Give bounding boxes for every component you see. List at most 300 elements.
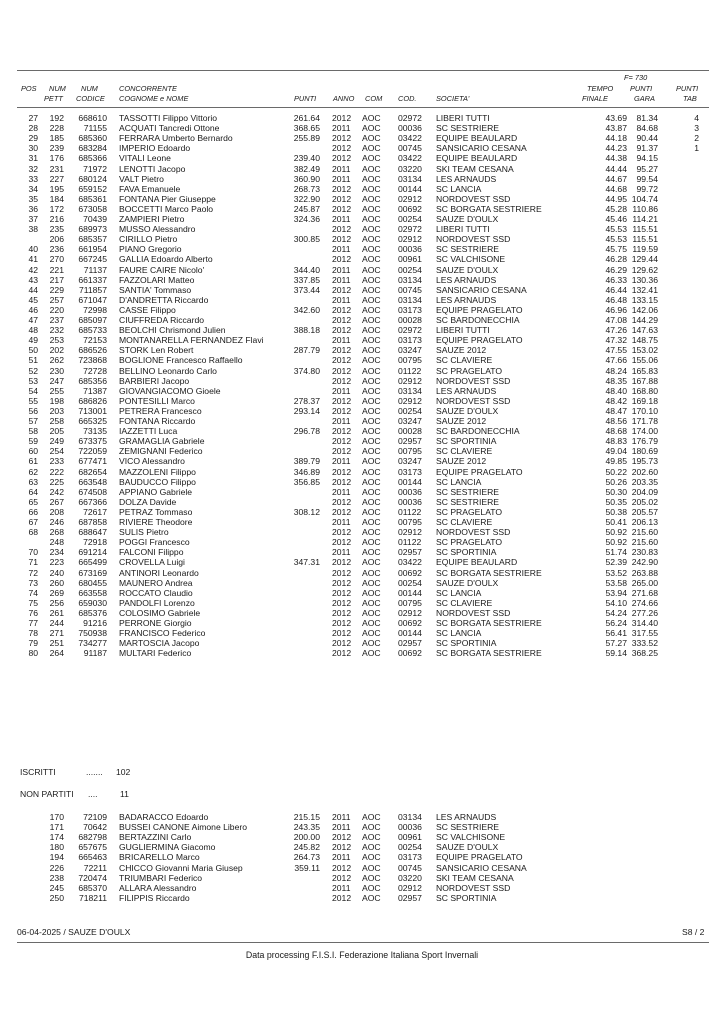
cell-codice: 734277	[78, 638, 107, 649]
cell-name: BOGLIONE Francesco Raffaello	[119, 355, 243, 366]
cell-anno: 2011	[332, 882, 351, 893]
cell-anno: 2012	[332, 153, 352, 164]
cell-codice: 71155	[83, 123, 107, 134]
cell-name: GALLIA Edoardo Alberto	[119, 254, 213, 265]
cell-codice: 685097	[78, 315, 107, 325]
cell-cod: 03134	[398, 385, 422, 396]
cell-name: IMPERIO Edoardo	[119, 143, 191, 154]
cell-com: AOC	[362, 375, 381, 386]
cell-pos: 71	[28, 557, 38, 568]
cell-cod: 03247	[398, 456, 422, 467]
cell-name: FRANCISCO Federico	[119, 628, 206, 639]
cell-name: APPIANO Gabriele	[119, 486, 193, 497]
cell-tempo: 48.47	[605, 405, 627, 416]
cell-pett: 216	[49, 214, 64, 224]
cell-punti-gara: 271.68	[631, 587, 658, 598]
cell-punti-tab: 1	[694, 143, 699, 154]
cell-pett: 205	[49, 426, 64, 437]
cell-pos: 50	[28, 345, 38, 356]
cell-cod: 00961	[398, 254, 422, 265]
cell-tempo: 50.38	[605, 506, 627, 517]
cell-anno: 2012	[332, 628, 352, 639]
cell-name: POGGI Francesco	[119, 537, 190, 548]
cell-punti: 368.65	[293, 123, 320, 134]
cell-name: MAUNERO Andrea	[119, 577, 193, 588]
cell-cod: 03220	[398, 872, 422, 883]
cell-pett: 202	[49, 345, 64, 356]
cell-punti-tab: 2	[694, 133, 699, 144]
cell-cod: 02957	[398, 547, 422, 558]
cell-anno: 2012	[332, 234, 352, 245]
cell-punti: 356.85	[293, 476, 320, 487]
cell-com: AOC	[362, 294, 381, 305]
cell-cod: 00028	[398, 426, 422, 437]
cell-societa: EQUIPE PRAGELATO	[436, 852, 523, 863]
cell-punti-gara: 130.36	[631, 274, 658, 285]
cell-com: AOC	[362, 537, 381, 548]
cell-codice: 668610	[78, 113, 107, 123]
cell-codice: 72153	[83, 335, 107, 346]
cell-punti-gara: 115.51	[632, 224, 658, 235]
cell-punti: 360.90	[293, 173, 320, 184]
header-pos: POS	[21, 84, 37, 93]
cell-tempo: 47.32	[605, 335, 627, 346]
cell-codice: 691214	[78, 547, 107, 558]
cell-anno: 2011	[332, 214, 351, 224]
cell-cod: 00036	[398, 244, 422, 255]
cell-punti-gara: 167.88	[631, 375, 658, 386]
cell-tempo: 50.92	[605, 537, 627, 548]
cell-name: PANDOLFI Lorenzo	[119, 597, 195, 608]
cell-cod: 02957	[398, 638, 422, 649]
cell-tempo: 50.22	[605, 466, 627, 477]
cell-anno: 2011	[332, 822, 351, 833]
footer-rule	[17, 942, 709, 943]
cell-anno: 2012	[332, 842, 352, 853]
cell-societa: SC SPORTINIA	[436, 547, 497, 558]
cell-punti-gara: 203.35	[631, 476, 658, 487]
cell-name: STORK Len Robert	[119, 345, 194, 356]
cell-pos: 32	[28, 163, 38, 174]
cell-codice: 688647	[78, 527, 107, 538]
cell-tempo: 50.92	[605, 527, 627, 538]
cell-societa: SAUZE D'OULX	[436, 405, 499, 416]
cell-anno: 2012	[332, 436, 352, 447]
cell-societa: EQUIPE PRAGELATO	[436, 304, 523, 315]
cell-societa: SC CLAVIERE	[436, 446, 493, 457]
cell-pos: 72	[28, 567, 38, 578]
cell-cod: 00254	[398, 405, 422, 416]
cell-anno: 2011	[332, 416, 351, 426]
cell-com: AOC	[362, 264, 381, 275]
cell-societa: SC SPORTINIA	[436, 638, 497, 649]
cell-pos: 44	[28, 284, 38, 295]
cell-punti-gara: 204.09	[631, 486, 658, 497]
cell-punti-gara: 314.40	[631, 618, 658, 628]
cell-cod: 02972	[398, 113, 422, 123]
cell-punti-gara: 115.51	[632, 234, 658, 245]
cell-punti-gara: 153.02	[631, 345, 658, 356]
cell-punti: 342.60	[293, 304, 320, 315]
cell-codice: 663548	[78, 476, 107, 487]
cell-com: AOC	[362, 325, 381, 336]
cell-pett: 246	[49, 517, 64, 527]
cell-tempo: 46.96	[605, 304, 627, 315]
cell-codice: 680124	[78, 173, 107, 184]
cell-punti: 255.89	[293, 133, 320, 144]
cell-punti-gara: 333.52	[631, 638, 658, 649]
cell-cod: 00795	[398, 355, 422, 366]
cell-pett: 261	[49, 607, 64, 618]
cell-punti-gara: 110.86	[632, 203, 658, 214]
cell-pett: 239	[49, 143, 64, 154]
cell-punti: 296.78	[293, 426, 320, 437]
cell-name: GIOVANGIACOMO Gioele	[119, 385, 221, 396]
cell-punti-gara: 165.83	[631, 365, 658, 376]
cell-cod: 03134	[398, 173, 422, 184]
cell-punti: 245.82	[293, 842, 320, 853]
cell-punti-gara: 195.73	[631, 456, 658, 467]
cell-pos: 79	[28, 638, 38, 649]
cell-cod: 00144	[398, 476, 422, 487]
cell-name: MONTANARELLA FERNANDEZ Flavi	[119, 335, 264, 346]
cell-punti: 374.80	[293, 365, 320, 376]
cell-cod: 03173	[398, 466, 422, 477]
cell-punti-gara: 171.78	[631, 416, 658, 426]
cell-tempo: 47.66	[605, 355, 627, 366]
cell-punti-gara: 368.25	[631, 648, 658, 659]
cell-pett: 237	[49, 315, 64, 325]
cell-societa: LIBERI TUTTI	[436, 325, 490, 336]
cell-punti-gara: 169.18	[631, 395, 658, 406]
cell-societa: SC SPORTINIA	[436, 892, 497, 903]
cell-anno: 2011	[332, 163, 351, 174]
cell-pos: 56	[28, 405, 38, 416]
cell-punti-gara: 94.15	[636, 153, 658, 164]
cell-name: D'ANDRETTA Riccardo	[119, 294, 209, 305]
cell-pos: 27	[28, 113, 38, 123]
cell-com: AOC	[362, 405, 381, 416]
cell-societa: SAUZE D'OULX	[436, 264, 499, 275]
cell-punti: 346.89	[293, 466, 320, 477]
cell-com: AOC	[362, 466, 381, 477]
cell-anno: 2012	[332, 405, 352, 416]
cell-punti-gara: 144.29	[631, 315, 658, 325]
cell-pett: 256	[49, 597, 64, 608]
cell-name: BAUDUCCO Filippo	[119, 476, 196, 487]
cell-tempo: 53.94	[605, 587, 627, 598]
cell-tempo: 45.46	[605, 214, 627, 224]
cell-societa: SANSICARIO CESANA	[436, 862, 527, 873]
cell-pett: 226	[49, 862, 64, 873]
cell-cod: 00795	[398, 446, 422, 457]
cell-pos: 70	[28, 547, 38, 558]
cell-pos: 35	[28, 193, 38, 204]
cell-pos: 31	[28, 153, 38, 164]
cell-com: AOC	[362, 587, 381, 598]
cell-punti-gara: 215.60	[631, 537, 658, 548]
cell-codice: 667245	[78, 254, 107, 265]
cell-name: ZAMPIERI Pietro	[119, 214, 185, 224]
cell-cod: 03173	[398, 852, 422, 863]
cell-punti-gara: 202.60	[631, 466, 658, 477]
cell-pett: 176	[49, 153, 64, 164]
cell-punti: 347.31	[293, 557, 320, 568]
cell-com: AOC	[362, 882, 381, 893]
cell-anno: 2012	[332, 527, 352, 538]
cell-com: AOC	[362, 547, 381, 558]
cell-tempo: 56.24	[605, 618, 627, 628]
cell-com: AOC	[362, 365, 381, 376]
cell-com: AOC	[362, 618, 381, 628]
cell-tempo: 47.55	[605, 345, 627, 356]
cell-punti-gara: 170.10	[631, 405, 658, 416]
cell-com: AOC	[362, 456, 381, 467]
cell-cod: 03173	[398, 304, 422, 315]
cell-name: VICO Alessandro	[119, 456, 185, 467]
cell-punti: 344.40	[293, 264, 320, 275]
cell-anno: 2011	[332, 173, 351, 184]
cell-cod: 00795	[398, 597, 422, 608]
cell-societa: SAUZE D'OULX	[436, 577, 499, 588]
cell-pos: 66	[28, 506, 38, 517]
cell-codice: 659030	[78, 597, 107, 608]
cell-cod: 02912	[398, 193, 422, 204]
cell-pos: 51	[28, 355, 38, 366]
cell-cod: 03134	[398, 812, 422, 822]
cell-societa: SC PRAGELATO	[436, 537, 503, 548]
cell-anno: 2012	[332, 648, 352, 659]
cell-punti-gara: 95.27	[636, 163, 658, 174]
cell-name: ANTINORI Leonardo	[119, 567, 199, 578]
cell-societa: SC SESTRIERE	[436, 244, 500, 255]
cell-punti-gara: 132.41	[631, 284, 658, 295]
cell-cod: 00745	[398, 284, 422, 295]
cell-anno: 2012	[332, 567, 352, 578]
cell-name: PONTESILLI Marco	[119, 395, 195, 406]
cell-societa: SC CLAVIERE	[436, 517, 493, 527]
header-cognome-nome: COGNOME e NOME	[119, 94, 189, 103]
cell-tempo: 46.28	[605, 254, 627, 265]
cell-codice: 680455	[78, 577, 107, 588]
cell-name: ZEMIGNANI Federico	[119, 446, 203, 457]
cell-codice: 673058	[78, 203, 107, 214]
cell-societa: SAUZE 2012	[436, 456, 487, 467]
cell-anno: 2012	[332, 557, 352, 568]
cell-cod: 00144	[398, 587, 422, 598]
cell-com: AOC	[362, 842, 381, 853]
footer-credit: Data processing F.I.S.I. Federazione Italiana Sport Invernali	[245, 950, 479, 960]
cell-pett: 206	[49, 234, 64, 245]
cell-name: ACQUATI Tancredi Ottone	[119, 123, 220, 134]
cell-codice: 685360	[78, 133, 107, 144]
cell-punti: 359.11	[294, 862, 320, 873]
cell-codice: 685366	[78, 153, 107, 164]
cell-punti-gara: 206.13	[631, 517, 658, 527]
cell-codice: 682798	[78, 832, 107, 843]
cell-tempo: 48.35	[605, 375, 627, 386]
cell-tempo: 43.69	[605, 113, 627, 123]
cell-name: IAZZETTI Luca	[119, 426, 178, 437]
cell-tempo: 45.75	[605, 244, 627, 255]
header-tab: TAB	[683, 94, 697, 103]
cell-pos: 53	[28, 375, 38, 386]
cell-punti: 268.73	[293, 183, 320, 194]
cell-pos: 54	[28, 385, 38, 396]
cell-societa: NORDOVEST SSD	[436, 234, 511, 245]
cell-societa: SC BORGATA SESTRIERE	[436, 618, 542, 628]
cell-anno: 2012	[332, 143, 352, 154]
cell-punti-gara: 104.74	[631, 193, 658, 204]
cell-pos: 29	[28, 133, 38, 144]
cell-com: AOC	[362, 426, 381, 437]
cell-codice: 723868	[78, 355, 107, 366]
cell-name: MAZZOLENI Filippo	[119, 466, 196, 477]
cell-cod: 02912	[398, 527, 422, 538]
cell-societa: LES ARNAUDS	[436, 812, 497, 822]
cell-tempo: 45.28	[605, 203, 627, 214]
cell-name: FILIPPIS Riccardo	[119, 892, 190, 903]
cell-punti: 308.12	[293, 506, 320, 517]
cell-cod: 00036	[398, 496, 422, 507]
cell-punti-gara: 90.44	[636, 133, 658, 144]
cell-cod: 02957	[398, 436, 422, 447]
cell-com: AOC	[362, 123, 381, 134]
cell-punti-gara: 263.88	[631, 567, 658, 578]
cell-cod: 00028	[398, 315, 422, 325]
cell-anno: 2011	[332, 335, 351, 346]
cell-codice: 685370	[78, 882, 107, 893]
cell-codice: 683284	[78, 143, 107, 154]
cell-punti-gara: 147.63	[631, 325, 658, 336]
cell-punti-gara: 129.44	[631, 254, 658, 265]
cell-cod: 00254	[398, 842, 422, 853]
cell-punti-gara: 168.80	[631, 385, 658, 396]
cell-codice: 659152	[78, 183, 107, 194]
cell-anno: 2012	[332, 476, 352, 487]
cell-tempo: 51.74	[605, 547, 627, 558]
header-rule	[17, 107, 709, 108]
cell-cod: 02957	[398, 892, 422, 903]
cell-tempo: 43.87	[605, 123, 627, 134]
cell-name: BRICARELLO Marco	[119, 852, 200, 863]
cell-codice: 718211	[78, 892, 107, 903]
cell-societa: SKI TEAM CESANA	[436, 872, 514, 883]
header-com: COM	[365, 94, 383, 103]
cell-cod: 03247	[398, 345, 422, 356]
cell-name: LENOTTI Jacopo	[119, 163, 186, 174]
cell-societa: SC SESTRIERE	[436, 123, 500, 134]
cell-anno: 2011	[332, 123, 351, 134]
cell-societa: SC CLAVIERE	[436, 355, 493, 366]
header-codice: CODICE	[76, 94, 105, 103]
cell-codice: 713001	[78, 405, 107, 416]
cell-punti-gara: 142.06	[631, 304, 658, 315]
cell-name: TRIUMBARI Federico	[119, 872, 203, 883]
cell-codice: 72109	[83, 812, 107, 822]
cell-pos: 64	[28, 486, 38, 497]
cell-punti: 287.79	[293, 345, 320, 356]
cell-pett: 247	[49, 375, 64, 386]
cell-pos: 60	[28, 446, 38, 457]
cell-anno: 2012	[332, 587, 352, 598]
cell-anno: 2012	[332, 355, 352, 366]
cell-tempo: 50.26	[605, 476, 627, 487]
cell-com: AOC	[362, 862, 381, 873]
cell-codice: 671047	[78, 294, 107, 305]
cell-codice: 687858	[78, 517, 107, 527]
cell-tempo: 48.42	[605, 395, 627, 406]
cell-punti: 243.35	[293, 822, 320, 833]
non-partiti-label: NON PARTITI	[20, 789, 74, 799]
cell-anno: 2011	[332, 547, 351, 558]
cell-anno: 2012	[332, 597, 352, 608]
cell-name: PIANO Gregorio	[119, 244, 182, 255]
cell-punti-gara: 174.00	[631, 426, 658, 437]
cell-societa: SC BORGATA SESTRIERE	[436, 648, 542, 659]
cell-com: AOC	[362, 234, 381, 245]
cell-name: FONTANA Riccardo	[119, 416, 196, 426]
cell-com: AOC	[362, 446, 381, 457]
cell-com: AOC	[362, 345, 381, 356]
cell-codice: 91216	[83, 618, 107, 628]
cell-tempo: 49.04	[605, 446, 627, 457]
cell-anno: 2012	[332, 325, 352, 336]
cell-punti: 388.18	[293, 325, 320, 336]
cell-societa: SANSICARIO CESANA	[436, 284, 527, 295]
cell-name: VITALI Leone	[119, 153, 171, 164]
cell-cod: 02912	[398, 882, 422, 893]
cell-com: AOC	[362, 557, 381, 568]
cell-com: AOC	[362, 822, 381, 833]
cell-name: RIVIERE Theodore	[119, 517, 193, 527]
cell-pos: 46	[28, 304, 38, 315]
cell-codice: 686526	[78, 345, 107, 356]
non-partiti-value: 11	[120, 789, 129, 799]
cell-societa: SC PRAGELATO	[436, 506, 503, 517]
cell-cod: 00036	[398, 822, 422, 833]
cell-pos: 57	[28, 416, 38, 426]
cell-punti-gara: 230.83	[631, 547, 658, 558]
cell-tempo: 50.35	[605, 496, 627, 507]
cell-tempo: 54.10	[605, 597, 627, 608]
cell-cod: 00036	[398, 123, 422, 134]
cell-pett: 227	[49, 173, 64, 184]
cell-societa: SC LANCIA	[436, 183, 482, 194]
cell-pett: 251	[49, 638, 64, 649]
cell-name: BARBIERI Jacopo	[119, 375, 190, 386]
cell-tempo: 46.44	[605, 284, 627, 295]
cell-codice: 720474	[78, 872, 107, 883]
cell-pett: 257	[49, 294, 64, 305]
cell-tempo: 44.68	[605, 183, 627, 194]
cell-punti-gara: 119.59	[632, 244, 658, 255]
cell-com: AOC	[362, 395, 381, 406]
cell-pos: 74	[28, 587, 38, 598]
footer-date-place: 06-04-2025 / SAUZE D'OULX	[17, 927, 131, 937]
cell-anno: 2012	[332, 113, 352, 123]
cell-anno: 2012	[332, 892, 352, 903]
cell-cod: 03422	[398, 153, 422, 164]
cell-cod: 00144	[398, 628, 422, 639]
cell-tempo: 50.41	[605, 517, 627, 527]
cell-codice: 71972	[83, 163, 107, 174]
cell-pett: 184	[49, 193, 64, 204]
cell-punti: 382.49	[293, 163, 320, 174]
cell-punti-gara: 274.66	[631, 597, 658, 608]
cell-codice: 71387	[83, 385, 107, 396]
cell-pos: 52	[28, 365, 38, 376]
